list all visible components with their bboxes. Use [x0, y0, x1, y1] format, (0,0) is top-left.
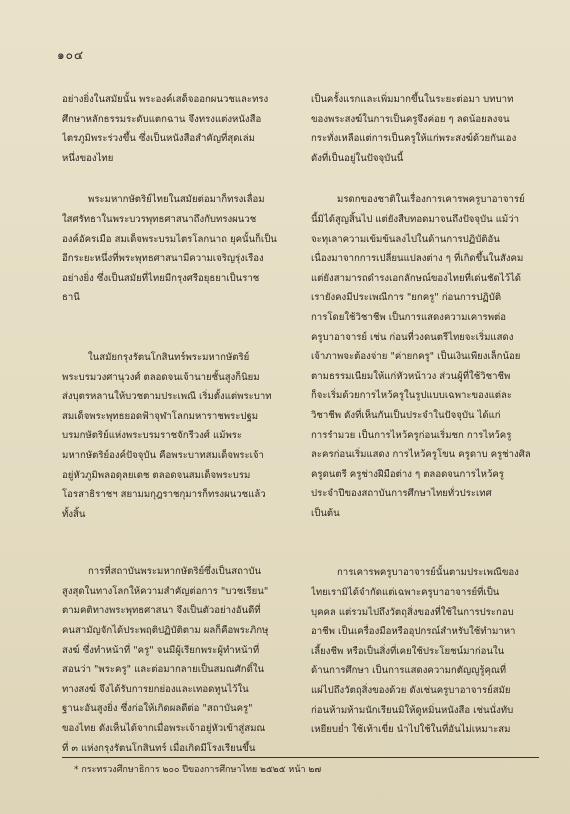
text-line: สอนว่า "พระครู" และต่อมากลายเป็นสมณศักดิ์ใน — [62, 664, 265, 676]
text-line: เลี้ยงชีพ หรือเป็นสิ่งที่เคยใช้ประโยชน์มาก่อนใน — [311, 645, 505, 657]
text-line: ที่ ๓ แห่งกรุงรัตนโกสินทร์ เมื่อเกิดมีโรงเรียนขึ้น — [62, 742, 256, 754]
text-line: ของไทย ดังเห็นได้จากเมื่อพระเจ้าอยู่หัวเข้าสู่สมณ — [62, 723, 266, 735]
text-line: ครูบาอาจารย์ เช่น ก่อนที่วงดนตรีไทยจะเริ่มแสดง — [311, 331, 514, 343]
text-line: ก็จะเริ่มด้วยการไหว้ครูในรูปแบบเฉพาะของแต่ละ — [311, 390, 513, 402]
text-line: ตามคติทางพระพุทธศาสนา จึงเป็นตัวอย่างอันดีที่ — [62, 605, 261, 617]
text-line: สงฆ์ ซึ่งทำหน้าที่ "ครู" จนมีผู้เรียกพระผู้ทำหน้าที่ — [62, 644, 260, 656]
text-line: นี้มิได้สูญสิ้นไป แต่ยังสืบทอดมาจนถึงปัจจุบัน แม้ว่า — [311, 213, 520, 225]
text-line: ไทยเรามิได้จำกัดแต่เฉพาะครูบาอาจารย์ที่เป็น — [311, 587, 500, 599]
text-line: โอรสาธิราชฯ สยามมกุฎราชกุมารก็ทรงผนวชแล้ว — [62, 489, 266, 501]
text-line: ไตรภูมิพระร่วงขึ้น ซึ่งเป็นหนังสือสำคัญที่สุดเล่ม — [62, 133, 255, 145]
text-line: เจ้าภาพจะต้องจ่าย "ค่ายกครู" เป็นเงินเพียงเล็กน้อย — [311, 351, 521, 363]
text-line: ตามธรรมเนียมให้แก่หัวหน้าวง ส่วนผู้ที่ใช้วิชาชีพ — [311, 370, 511, 382]
text-line: จะทุเลาความเข้มข้นลงไปในด้านการปฏิบัติอัน — [311, 233, 500, 245]
paragraph — [311, 563, 535, 739]
right-column — [311, 90, 535, 740]
text-line: ส่งบุตรหลานให้บวชตามประเพณี เริ่มตั้งแต่พระบาท — [62, 391, 272, 403]
text-line: ธานี — [62, 292, 80, 304]
text-line: การโดยใช้วิชาชีพ เป็นการแสดงความเคารพต่อ — [311, 311, 507, 323]
text-line: เป็นต้น — [311, 507, 340, 519]
text-line: ก่อนห้ามห้ามนักเรียนมิให้ดูหมิ่นหนังสือ เช่นนั่งทับ — [311, 704, 514, 716]
text-line: ทั้งสิ้น — [62, 508, 86, 520]
paragraph — [62, 562, 286, 758]
text-line: อาชีพ เป็นเครื่องมือหรืออุปกรณ์สำหรับใช้ทำมาหา — [311, 626, 516, 638]
paragraph-gap — [311, 523, 535, 563]
text-line: ทางสงฆ์ จึงได้รับการยกย่องและเทอดทูนไว้ใน — [62, 683, 249, 695]
text-line: ครูดนตรี ครูช่างฝีมือต่าง ๆ ตลอดจนการไหว้ครู — [311, 468, 504, 480]
text-line: การที่สถาบันพระมหากษัตริย์ซึ่งเป็นสถาบัน — [88, 566, 261, 578]
text-line: วิชาชีพ ดังที่เห็นกันเป็นประจำในปัจจุบัน ได้แก่ — [311, 409, 501, 421]
text-line: พระมหากษัตริย์ไทยในสมัยต่อมาก็ทรงเลื่อม — [88, 194, 265, 206]
text-line: ด้านการศึกษา เป็นการแสดงความกตัญญูรู้คุณที่ — [311, 665, 507, 677]
text-line: องค์อัครเมือ สมเด็จพระบรมไตรโลกนาถ ยุคนั้นก็เป็น — [62, 233, 277, 245]
text-line: อย่างยิ่งในสมัยนั้น พระองค์เสด็จออกผนวชและทรง — [62, 94, 269, 105]
text-line: ในสมัยกรุงรัตนโกสินทร์พระมหากษัตริย์ — [88, 351, 250, 363]
text-line: มรดกของชาติในเรื่องการเคารพครูบาอาจารย์ — [337, 194, 525, 206]
text-line: สมเด็จพระพุทธยอดฟ้าจุฬาโลกมหาราชพระปฐม — [62, 410, 259, 422]
footnote: * กระทรวงศึกษาธิการ ๒๐๐ ปีของการศึกษาไทย ๒๕๒๕ หน้า ๒๗ — [74, 765, 322, 775]
text-line: พระบรมวงศานุวงศ์ ตลอดจนเจ้านายชั้นสูงก็นิยม — [62, 371, 260, 383]
text-line: การเคารพครูบาอาจารย์นั้นตามประเพณีของ — [337, 567, 519, 579]
text-line: ศึกษาหลักธรรมระดับแตกฉาน จึงทรงแต่งหนังสือ — [62, 113, 262, 125]
paragraph — [62, 90, 286, 168]
page-number: ๑๐๔ — [57, 48, 85, 62]
paragraph-gap — [311, 168, 535, 190]
footnote-divider — [62, 757, 539, 758]
text-line: ใสศรัทธาในพระบวรพุทธศาสนาถึงกับทรงผนวช — [62, 213, 257, 225]
text-line: แผ่ไปถึงวัตถุสิ่งของด้วย ดังเช่นครูบาอาจารย์สมัย — [311, 685, 511, 697]
paragraph — [62, 348, 286, 524]
paragraph — [62, 190, 286, 308]
text-line: สูงสุดในทางโลกให้ความสำคัญต่อการ "บวชเรียน" — [62, 585, 269, 597]
text-line: เหยียบย่ำ ใช้เท้าเขี่ย นำไปใช้ในที่อันไม่เหมาะสม — [311, 724, 511, 736]
paragraph — [311, 90, 535, 168]
text-line: บุคคล แต่รวมไปถึงวัตถุสิ่งของที่ใช้ในการประกอบ — [311, 606, 514, 618]
text-line: บรมกษัตริย์แห่งพระบรมราชจักรีวงศ์ แม้พระ — [62, 430, 243, 442]
text-line: ดังที่เป็นอยู่ในปัจจุบันนี้ — [311, 152, 404, 164]
text-line: ประจำปีของสถาบันการศึกษาไทยทั่วประเทศ — [311, 488, 492, 500]
text-line: อีกระยะหนึ่งที่พระพุทธศาสนามีความเจริญรุ่งเรือง — [62, 253, 264, 265]
text-line: มหากษัตริย์องค์ปัจจุบัน คือพระบาทสมเด็จพระเจ้า — [62, 449, 264, 461]
paragraph — [311, 190, 535, 523]
text-line: อยู่หัวภูมิพลอดุลยเดช ตลอดจนสมเด็จพระบรม — [62, 469, 251, 481]
text-line: แต่ยังสามารถดำรงเอกลักษณ์ของไทยที่เด่นชัดไว้ได้ — [311, 272, 522, 284]
paragraph-gap — [62, 308, 286, 348]
text-line: อย่างยิ่ง ซึ่งเป็นสมัยที่ไทยมีกรุงศรีอยุธยาเป็นราช — [62, 272, 260, 284]
text-line: เนื่องมาจากการเปลี่ยนแปลงต่าง ๆ ที่เกิดขึ้นในสังคม — [311, 253, 524, 265]
text-line: คนสามัญจักได้ประพฤติปฏิบัติตาม ผลก็คือพระภิกษุ — [62, 625, 269, 637]
text-line: หนึ่งของไทย — [62, 152, 114, 164]
left-column — [62, 90, 286, 758]
paragraph-gap — [62, 168, 286, 190]
text-line: ละครก่อนเริ่มแสดง การไหว้ครูโขน ครูดาบ ครูช่างศิล — [311, 449, 531, 461]
text-line: ของพระสงฆ์ในการเป็นครูจึงค่อย ๆ ลดน้อยลงจน — [311, 113, 510, 125]
text-line: เรายังคงมีประเพณีการ "ยกครู" ก่อนการปฏิบัติ — [311, 292, 502, 304]
text-line: ฐานะอันสูงยิ่ง ซึ่งก่อให้เกิดผลดีต่อ "สถาบันครู" — [62, 703, 253, 715]
paragraph-gap — [62, 524, 286, 562]
text-line: กระทั่งเหลือแต่การเป็นครูให้แก่พระสงฆ์ด้วยกันเอง — [311, 133, 517, 145]
text-line: การรำมวย เป็นการไหว้ครูก่อนเริ่มชก การไหว้ครู — [311, 429, 512, 441]
text-line: เป็นครั้งแรกและเพิ่มมากขึ้นในระยะต่อมา บทบาท — [311, 94, 514, 105]
